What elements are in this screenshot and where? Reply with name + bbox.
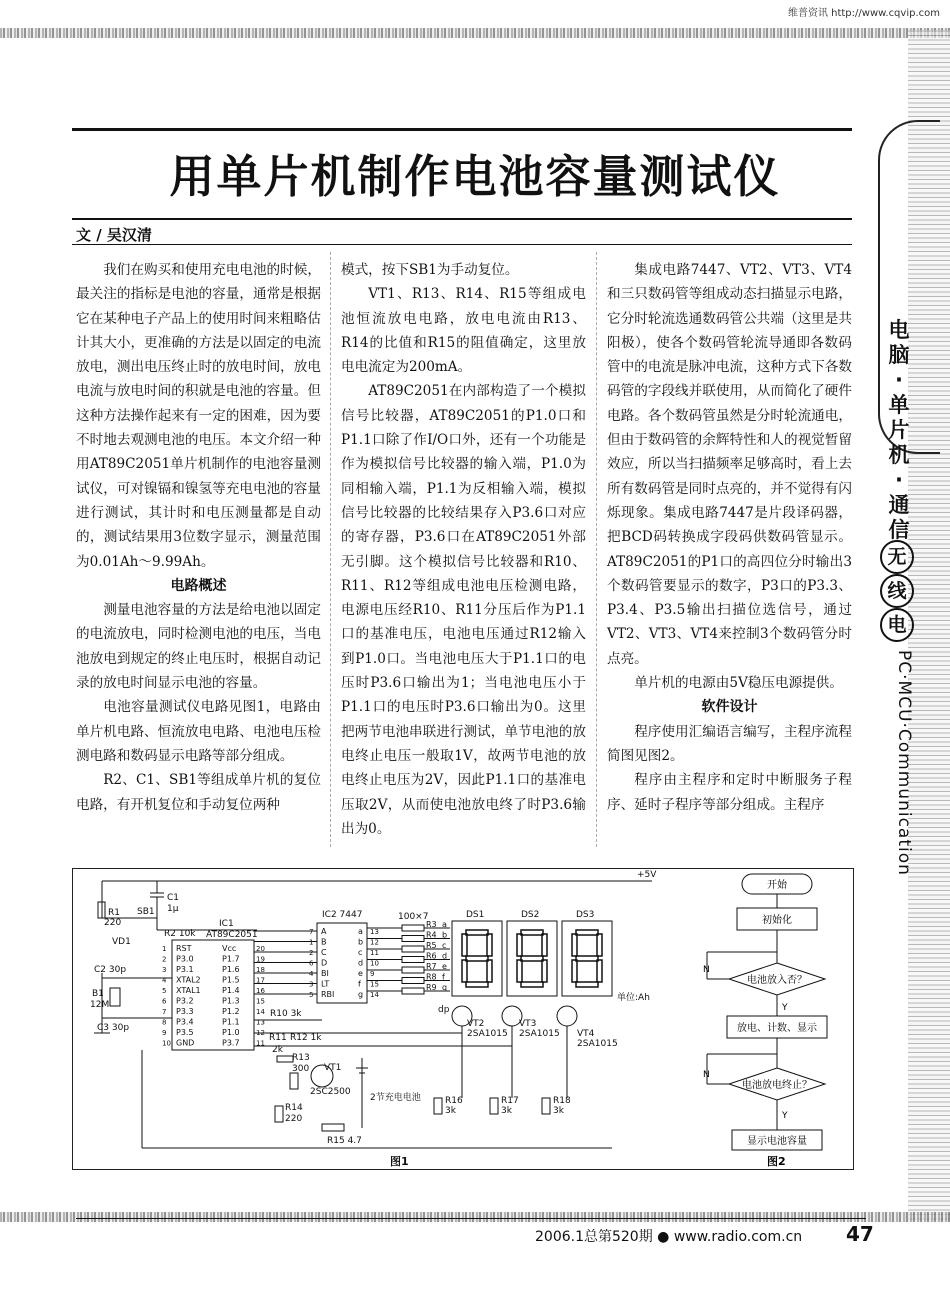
ic2-pin-num: 1: [309, 938, 314, 947]
digit-segment: [466, 956, 488, 961]
digit-segment: [597, 934, 602, 956]
label-r13-value: 300: [292, 1064, 310, 1074]
ic1-pin-right: P1.5: [222, 975, 240, 985]
label-r17: R17: [501, 1096, 519, 1106]
watermark: 维普资讯 http://www.cqvip.com: [787, 8, 940, 19]
digit-segment: [521, 930, 543, 935]
digit-segment: [521, 956, 543, 961]
ic2-pin-num: 2: [309, 949, 314, 957]
label-dp: dp: [438, 1005, 450, 1015]
scan-noise-bottom: [0, 1212, 950, 1222]
digit-segment: [572, 960, 577, 982]
label-vt2-part: 2SA1015: [467, 1029, 508, 1039]
ic2-pin-left: LT: [321, 979, 330, 989]
label-battery: 2节充电电池: [370, 1093, 421, 1103]
section-tab-char: ·: [895, 468, 903, 492]
column-divider: [596, 252, 597, 847]
label-ic2: IC2 7447: [322, 910, 363, 920]
ic1-pin-num: 15: [256, 997, 265, 1006]
ic1-pin-left: GND: [176, 1038, 195, 1048]
flow-no-label: N: [703, 1070, 710, 1080]
digit-segment: [466, 982, 488, 987]
ic1-pin-left: P3.2: [176, 996, 194, 1006]
label-r18: R18: [553, 1096, 571, 1106]
ic2-pin-right: d: [358, 958, 364, 968]
paragraph: 单片机的电源由5V稳压电源提供。: [634, 675, 843, 692]
ic2-pin-num: 4: [309, 970, 314, 978]
digit-segment: [572, 934, 577, 956]
label-r18-value: 3k: [553, 1106, 564, 1116]
section-tab-badge: 无: [880, 540, 914, 574]
label-r16: R16: [445, 1096, 463, 1106]
label-c2: C2 30p: [94, 965, 127, 975]
section-tab-badge: 电: [880, 608, 914, 642]
ic1-pin-right: Vcc: [222, 944, 237, 953]
ic2-pin-num: 11: [370, 949, 379, 957]
circuit-labels: [90, 870, 657, 1168]
segment-resistor: [402, 978, 424, 984]
ic2-pin-right: b: [358, 937, 364, 947]
ic2-pin-right: g: [358, 990, 364, 999]
ic1-pin-left: P3.4: [176, 1017, 194, 1027]
digit-segment: [542, 934, 547, 956]
segment-resistor-label: R7: [426, 962, 437, 971]
ic1-pin-num: 20: [256, 945, 265, 953]
label-r16-value: 3k: [445, 1106, 456, 1116]
ic2-pin-right: a: [358, 927, 363, 936]
flow-text: 初始化: [762, 915, 792, 926]
section-heading: 软件设计: [701, 699, 758, 716]
author-rule: [72, 244, 852, 245]
paragraph: AT89C2051在内部构造了一个模拟信号比较器，AT89C2051的P1.0口和P1.1口除了作I/O口外，还有一个功能是作为模拟信号比较器的输入端，P1.0为同相输入端，P1.1为反相输入端，模拟信号比较器的比较结果存入P3.6口对应的寄存器，P3.6口在AT89C2051外部无引脚。这个模拟信号比较器和R10、R11、R12等组成电池电压检测电路，电源电压经R10、R11分压后作为P1.1口的基准电压，电池电压通过R12输入到P1.0口。当电池电压大于P1.1口的电压时P3.6口输出为1；当电池电压小于P1.1口的电压时P3.6口输出为0。这里把两节电池串联进行测试，单节电池的放电终止电压一般取1V，故两节电池的放电终止电压为2V，因此P1.1口的基准电压取2V，从而使电池放电终了时P3.6输出为0。: [341, 383, 586, 837]
ic1-pin-num: 18: [256, 966, 265, 974]
digit-segment: [462, 934, 467, 956]
ic2-pin-left: BI: [321, 969, 329, 978]
ic1-pin-num: 4: [162, 976, 167, 985]
label-vt3-part: 2SA1015: [519, 1029, 560, 1039]
paragraph: 电池容量测试仪电路见图1，电路由单片机电路、恒流放电电路、电池电压检测电路和数码显示电路等部分组成。: [76, 699, 321, 764]
paragraph: 集成电路7447、VT2、VT3、VT4和三只数码管等组成动态扫描显示电路，它分时轮流选通数码管公共端（这里是共阳极），使各个数码管轮流导通即各数码管中的电流是脉冲电流，这种方式下各数码管的字段线并联使用，从而简化了硬件电路。各个数码管虽然是分时轮流通电，但由于数码管的余辉特性和人的视觉暂留效应，所以当扫描频率足够高时，看上去所有数码管是同时点亮的，并不觉得有闪烁现象。集成电路7447是片段译码器，把BCD码转换成字段码供数码管显示。AT89C2051的P1口的高四位分时输出3个数码管要显示的数字，P3口的P3.3、P3.4、P3.5输出扫描位选信号，通过VT2、VT3、VT4来控制3个数码管分时点亮。: [607, 262, 852, 667]
article-title: 用单片机制作电池容量测试仪: [169, 150, 781, 203]
section-tab-char: 机: [888, 443, 910, 467]
flow-text: 放电、计数、显示: [737, 1023, 817, 1034]
figure1-caption: 图1: [390, 1155, 409, 1168]
segment-letter: g: [442, 983, 448, 992]
section-tab-char: 片: [888, 418, 910, 442]
label-r1: R1: [108, 908, 120, 918]
display-label: DS1: [466, 910, 485, 920]
digit-segment: [542, 960, 547, 982]
section-heading: 电路概述: [170, 577, 227, 594]
digit-segment: [466, 930, 488, 935]
ic1-pin-num: 7: [162, 1008, 167, 1016]
digit-segment: [517, 960, 522, 982]
paragraph: 我们在购买和使用充电电池的时候，最关注的指标是电池的容量，通常是根据它在某种电子产品上的使用时间来粗略估计其大小，更准确的方法是以固定的电流放电，测出电压终止时的放电时间，放电电流与放电时间的积就是电池的容量。但这种方法操作起来有一定的困难，因为要不时地去观测电池的电压。本文介绍一种用AT89C2051单片机制作的电池容量测试仪，可对镍镉和镍氢等充电电池的容量进行测试，其计时和电压测量都是自动的，测试结果用3位数字显示，测量范围为0.01Ah～9.99Ah。: [76, 262, 321, 570]
segment-letter: a: [442, 920, 447, 929]
section-tab-badge: 线: [880, 574, 914, 608]
segment-resistor-label: R8: [426, 972, 437, 982]
figure2-caption: 图2: [767, 1155, 786, 1168]
label-b1-value: 12M: [90, 1000, 110, 1010]
paragraph: R2、C1、SB1等组成单片机的复位电路，有开机复位和手动复位两种: [76, 772, 321, 813]
label-vt4: VT4: [577, 1029, 595, 1039]
ic1-pin-right: P1.0: [222, 1028, 240, 1037]
ic2-pin-left: A: [321, 927, 327, 936]
segment-letter: b: [442, 930, 448, 940]
ic1-pin-right: P1.4: [222, 986, 240, 995]
ic1-pin-right: P3.7: [222, 1038, 240, 1048]
display-label: DS2: [521, 910, 540, 920]
section-tab-char: 信: [888, 518, 910, 542]
ic1-pin-num: 1: [162, 945, 167, 953]
ic1-pin-num: 17: [256, 976, 265, 985]
label-b1: B1: [92, 989, 104, 999]
label-r13: R13: [292, 1053, 310, 1063]
ic1-pin-left: RST: [176, 944, 192, 953]
label-vt2: VT2: [467, 1019, 485, 1029]
digit-segment: [487, 960, 492, 982]
label-sb1: SB1: [137, 907, 155, 917]
label-vt4-part: 2SA1015: [577, 1039, 618, 1049]
ic2-pin-right: f: [358, 979, 361, 989]
flowchart: [703, 874, 827, 1168]
label-ic1: IC1: [219, 919, 234, 929]
flow-yes-label: Y: [782, 1003, 788, 1013]
title-rule-top: [72, 128, 852, 131]
ic1-pin-num: 11: [256, 1039, 265, 1048]
digit-segment: [487, 934, 492, 956]
footer-rule: [76, 1218, 866, 1219]
label-r1-value: 220: [104, 918, 122, 928]
label-r14-value: 220: [285, 1114, 303, 1124]
label-vt1-part: 2SC2500: [310, 1087, 351, 1097]
page-number: 47: [846, 1222, 874, 1246]
ic2-pin-right: e: [358, 969, 363, 978]
digit-segment: [462, 960, 467, 982]
paragraph: 测量电池容量的方法是给电池以固定的电流放电，同时检测电池的电压，当电池放电到规定的终止电压时，根据自动记录的放电时间显示电池的容量。: [76, 602, 321, 692]
segment-resistor-label: R5: [426, 941, 437, 950]
flow-text: 开始: [767, 880, 787, 891]
ic1-pin-right: P1.2: [222, 1007, 240, 1016]
ic1-pin-num: 13: [256, 1018, 265, 1027]
ic2-pin-num: 15: [370, 980, 379, 989]
segment-resistor: [402, 936, 424, 942]
segment-resistor: [402, 925, 424, 931]
label-res-array: 100×7: [398, 912, 429, 922]
label-vt1: VT1: [324, 1063, 342, 1073]
vcc-label: +5V: [637, 870, 657, 880]
segment-resistor: [402, 988, 424, 994]
label-vd1: VD1: [112, 937, 131, 947]
ic2-pin-num: 13: [370, 928, 379, 936]
segment-resistor-label: R3: [426, 920, 437, 929]
ic1-pin-left: XTAL1: [176, 986, 201, 995]
segment-resistor-label: R4: [426, 930, 437, 940]
paragraph: 程序使用汇编语言编写，主程序流程简图见图2。: [607, 723, 852, 764]
segment-resistor: [402, 946, 424, 952]
ic1-pin-right: P1.3: [222, 996, 240, 1006]
seven-segment-display: [452, 921, 502, 996]
flow-yes-label: Y: [782, 1111, 788, 1121]
figure-svg: [72, 868, 852, 1168]
segment-resistor: [402, 957, 424, 963]
ic1-pin-left: P3.1: [176, 965, 194, 974]
scan-noise-top: [0, 28, 950, 38]
label-r14: R14: [285, 1103, 303, 1113]
section-tab-label: [884, 318, 914, 543]
ic2-pin-left: RBI: [321, 990, 335, 999]
ic1-pin-right: P1.1: [222, 1017, 240, 1027]
label-c1-value: 1μ: [167, 904, 179, 914]
segment-letter: e: [442, 962, 447, 971]
display-label: DS3: [576, 910, 595, 920]
text-column-2: [341, 258, 586, 841]
ic1-pin-right: P1.6: [222, 965, 240, 974]
label-r2: R2 10k: [164, 929, 196, 939]
ic1-pin-num: 9: [162, 1029, 167, 1037]
digit-segment: [576, 956, 598, 961]
label-ic1-name: AT89C2051: [206, 930, 258, 940]
flow-text: 显示电池容量: [747, 1136, 807, 1147]
digit-segment: [597, 960, 602, 982]
ic1-pin-right: P1.7: [222, 954, 240, 964]
title-rule-bottom: [72, 218, 852, 220]
ic2-pin-num: 12: [370, 938, 379, 947]
ic2-pin-right: c: [358, 948, 363, 957]
label-r12: R12 1k: [290, 1033, 322, 1043]
flow-no-label: N: [703, 965, 710, 975]
footer-issue: 2006.1总第520期 ● www.radio.com.cn: [535, 1229, 803, 1245]
section-tab-char: 通: [888, 493, 910, 517]
ic1-pin-left: XTAL2: [176, 975, 201, 985]
section-tab-char: 电: [888, 318, 910, 342]
section-tab-char: ·: [895, 368, 903, 392]
paragraph: 模式，按下SB1为手动复位。: [341, 262, 519, 278]
ic2-pin-num: 3: [309, 980, 314, 989]
author-line: 文 / 吴汉清: [76, 226, 152, 244]
ic2-pin-left: D: [321, 958, 328, 968]
segment-resistor-label: R9: [426, 983, 437, 992]
ic1-pin-left: P3.3: [176, 1007, 194, 1016]
ic2-pin-num: 9: [370, 970, 375, 978]
ic2-pin-left: B: [321, 937, 327, 947]
flow-text: 电池放电终止？: [742, 1080, 812, 1091]
segment-resistor: [402, 967, 424, 973]
ic1-pin-num: 12: [256, 1029, 265, 1037]
ic2-pin-left: C: [321, 948, 327, 957]
label-unit: 单位:Ah: [617, 993, 650, 1003]
text-column-3: [607, 258, 852, 817]
text-column-1: [76, 258, 321, 817]
ic1-pin-num: 14: [256, 1008, 265, 1016]
ic2-pin-num: 6: [309, 959, 314, 968]
label-r15: R15 4.7: [327, 1136, 362, 1146]
ic2-pin-num: 5: [309, 991, 314, 999]
ic1-pin-left: P3.5: [176, 1028, 194, 1037]
section-tab-char: 脑: [888, 343, 910, 367]
ic1-pin-left: P3.0: [176, 954, 194, 964]
ic1-pin-num: 3: [162, 966, 167, 974]
paragraph: VT1、R13、R14、R15等组成电池恒流放电电路，放电电流由R13、R14的比值和R15的阻值确定，这里放电电流定为200mA。: [341, 286, 586, 376]
digit-segment: [576, 982, 598, 987]
ic1-pin-num: 8: [162, 1018, 167, 1027]
label-r11: R11: [269, 1033, 287, 1043]
ic2-pin-num: 14: [370, 991, 379, 999]
ic1-pin-num: 2: [162, 955, 167, 964]
label-r10: R10 3k: [270, 1009, 302, 1019]
label-r11-value: 2k: [272, 1045, 283, 1055]
seven-segment-display: [507, 921, 557, 996]
segment-letter: d: [442, 951, 448, 961]
label-c1: C1: [167, 893, 180, 903]
ic1-pin-num: 16: [256, 987, 265, 995]
column-divider: [330, 252, 331, 847]
seven-segment-display: [562, 921, 612, 996]
digit-segment: [576, 930, 598, 935]
label-vt3: VT3: [519, 1019, 537, 1029]
section-tab-char: 单: [888, 393, 910, 417]
label-r17-value: 3k: [501, 1106, 512, 1116]
segment-resistor-label: R6: [426, 951, 437, 961]
paragraph: 程序由主程序和定时中断服务子程序、延时子程序等部分组成。主程序: [607, 772, 852, 813]
segment-letter: f: [442, 972, 445, 982]
ic1-pin-num: 6: [162, 997, 167, 1006]
ic1-pin-num: 19: [256, 955, 265, 964]
section-tab-english: PC·MCU·Communication: [894, 650, 914, 876]
ic2-pin-num: 7: [309, 928, 314, 936]
ic1-pin-num: 10: [162, 1039, 171, 1048]
flow-text: 电池放入否？: [747, 975, 807, 986]
label-c3: C3 30p: [97, 1023, 130, 1033]
digit-segment: [517, 934, 522, 956]
ic1-pin-num: 5: [162, 987, 167, 995]
segment-letter: c: [442, 941, 447, 950]
digit-segment: [521, 982, 543, 987]
ic2-pin-num: 10: [370, 959, 379, 968]
